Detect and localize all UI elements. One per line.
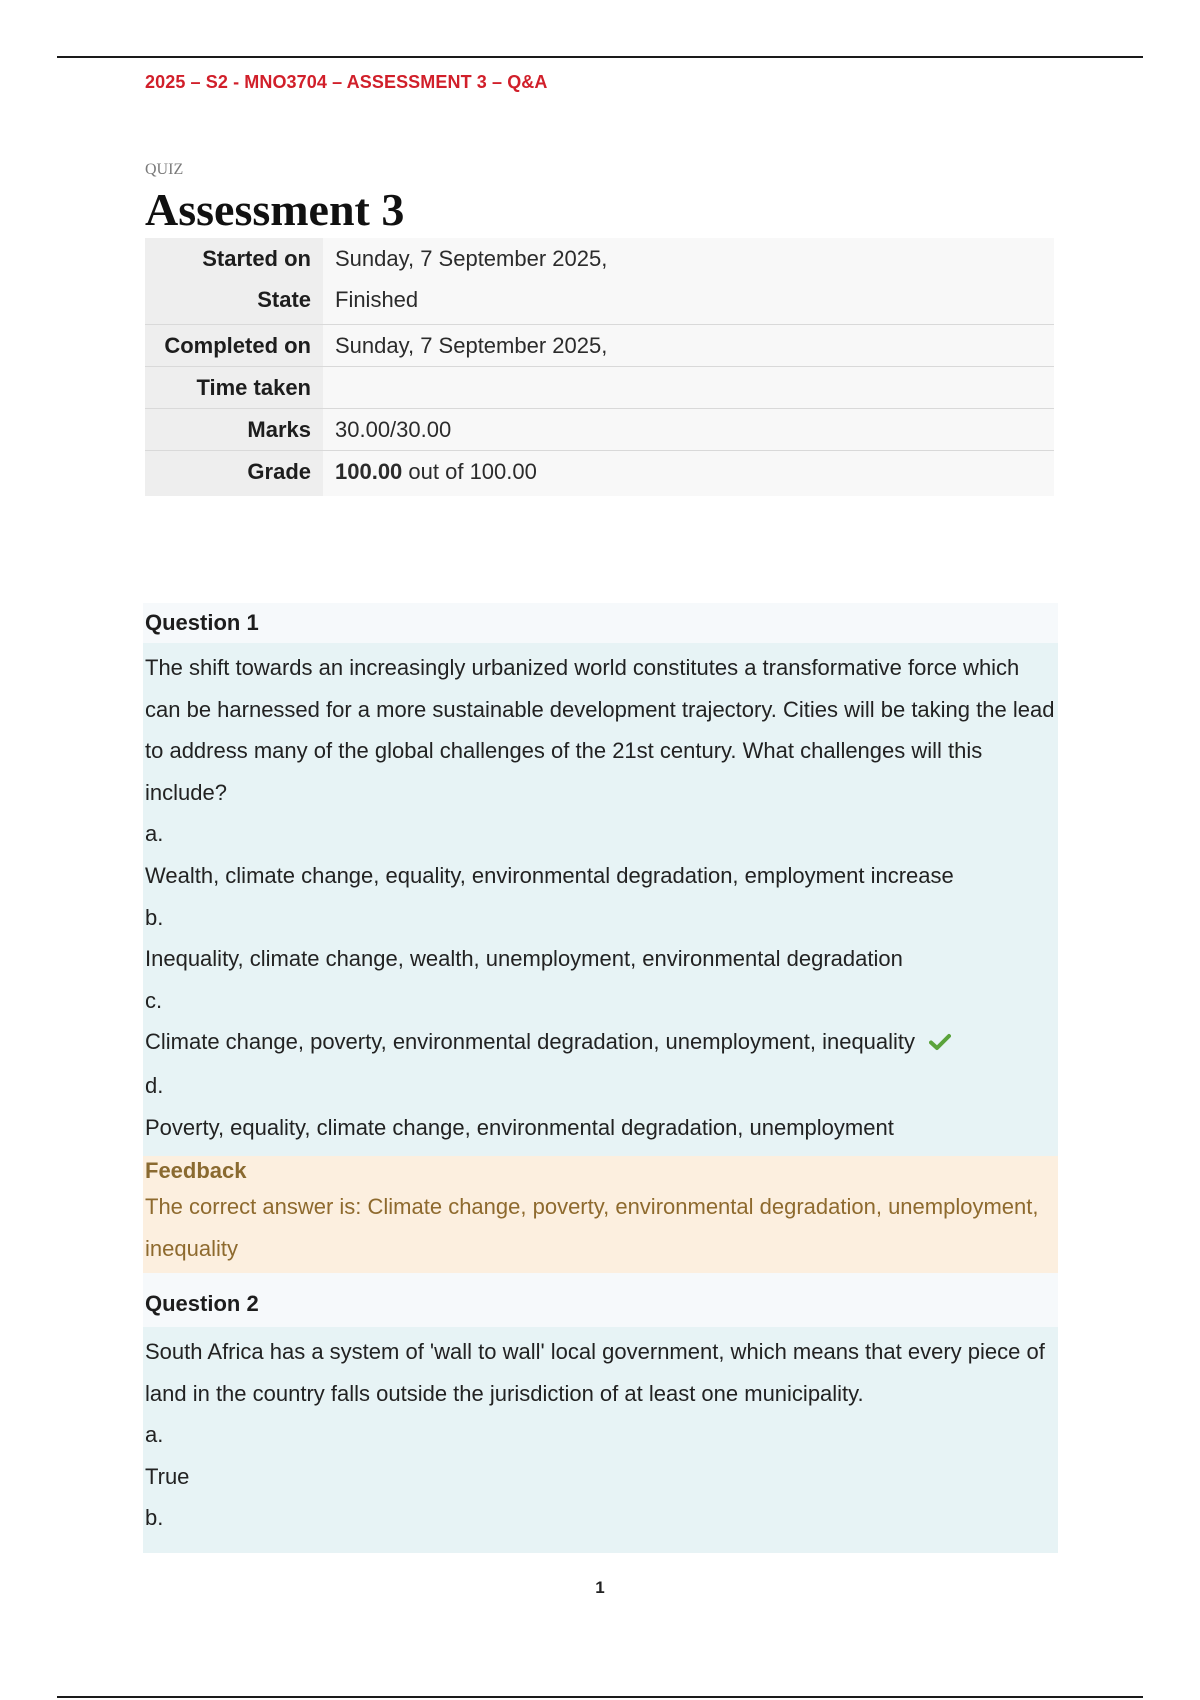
- correct-option: [145, 1021, 1056, 1065]
- question-body: [143, 1327, 1058, 1553]
- summary-row-started: [145, 238, 1054, 279]
- option-text: Wealth, climate change, equality, environmental degradation, employment increase: [145, 862, 954, 888]
- summary-value: Sunday, 7 September 2025,: [323, 325, 1054, 367]
- option-text: True: [145, 1463, 190, 1489]
- page-number: 1: [595, 1578, 605, 1597]
- feedback-text: The correct answer is: Climate change, poverty, environmental degradation, unemployment, inequality: [145, 1194, 1039, 1261]
- option-letter: b.: [145, 904, 164, 930]
- bottom-rule: [57, 1696, 1143, 1698]
- summary-label: State: [145, 279, 323, 325]
- option-text: Climate change, poverty, environmental degradation, unemployment, inequality: [145, 1029, 916, 1055]
- option-letter: d.: [145, 1072, 164, 1098]
- option-letter: a.: [145, 821, 164, 847]
- question-text: South Africa has a system of 'wall to wall' local government, which means that every piece of land in the country falls outside the jurisdiction of at least one municipality.: [145, 1339, 1045, 1406]
- top-rule: [57, 56, 1143, 58]
- check-icon: [929, 1023, 951, 1065]
- summary-label: Started on: [145, 238, 323, 279]
- question-heading: Question 1: [143, 603, 1058, 643]
- question-body: [143, 643, 1058, 1156]
- option-text: Inequality, climate change, wealth, unemployment, environmental degradation: [145, 946, 903, 972]
- summary-row-marks: [145, 409, 1054, 451]
- option-letter: b.: [145, 1505, 164, 1531]
- summary-value: [323, 367, 1054, 409]
- option-letter: a.: [145, 1422, 164, 1448]
- summary-value: Finished: [323, 279, 1054, 325]
- question-heading: Question 2: [143, 1273, 1058, 1327]
- summary-row-state: [145, 279, 1054, 325]
- summary-label: Grade: [145, 451, 323, 497]
- grade-out-of: out of 100.00: [402, 459, 537, 484]
- summary-value: 30.00/30.00: [323, 409, 1054, 451]
- option-text: Poverty, equality, climate change, environmental degradation, unemployment: [145, 1114, 894, 1140]
- document-header: 2025 – S2 - MNO3704 – ASSESSMENT 3 – Q&A: [145, 72, 548, 92]
- quiz-label: QUIZ: [145, 161, 184, 178]
- summary-label: Time taken: [145, 367, 323, 409]
- question-2: [143, 1273, 1058, 1553]
- summary-value: Sunday, 7 September 2025,: [323, 238, 1054, 279]
- attempt-summary-table: [145, 238, 1054, 496]
- summary-row-completed: [145, 325, 1054, 367]
- summary-label: Completed on: [145, 325, 323, 367]
- feedback-title: Feedback: [145, 1158, 247, 1184]
- summary-value: [323, 451, 1054, 497]
- question-1: [143, 603, 1058, 1275]
- question-text: The shift towards an increasingly urbanized world constitutes a transformative force which can be harnessed for a more sustainable development trajectory. Cities will be taking the lead to address many of the global challenges of the 21st century. What challenges will this include?: [145, 655, 1055, 805]
- summary-row-grade: [145, 451, 1054, 497]
- grade-score: 100.00: [335, 459, 403, 484]
- summary-label: Marks: [145, 409, 323, 451]
- page-title: Assessment 3: [145, 184, 405, 235]
- summary-row-time-taken: [145, 367, 1054, 409]
- option-letter: c.: [145, 987, 163, 1013]
- feedback-box: [143, 1156, 1058, 1275]
